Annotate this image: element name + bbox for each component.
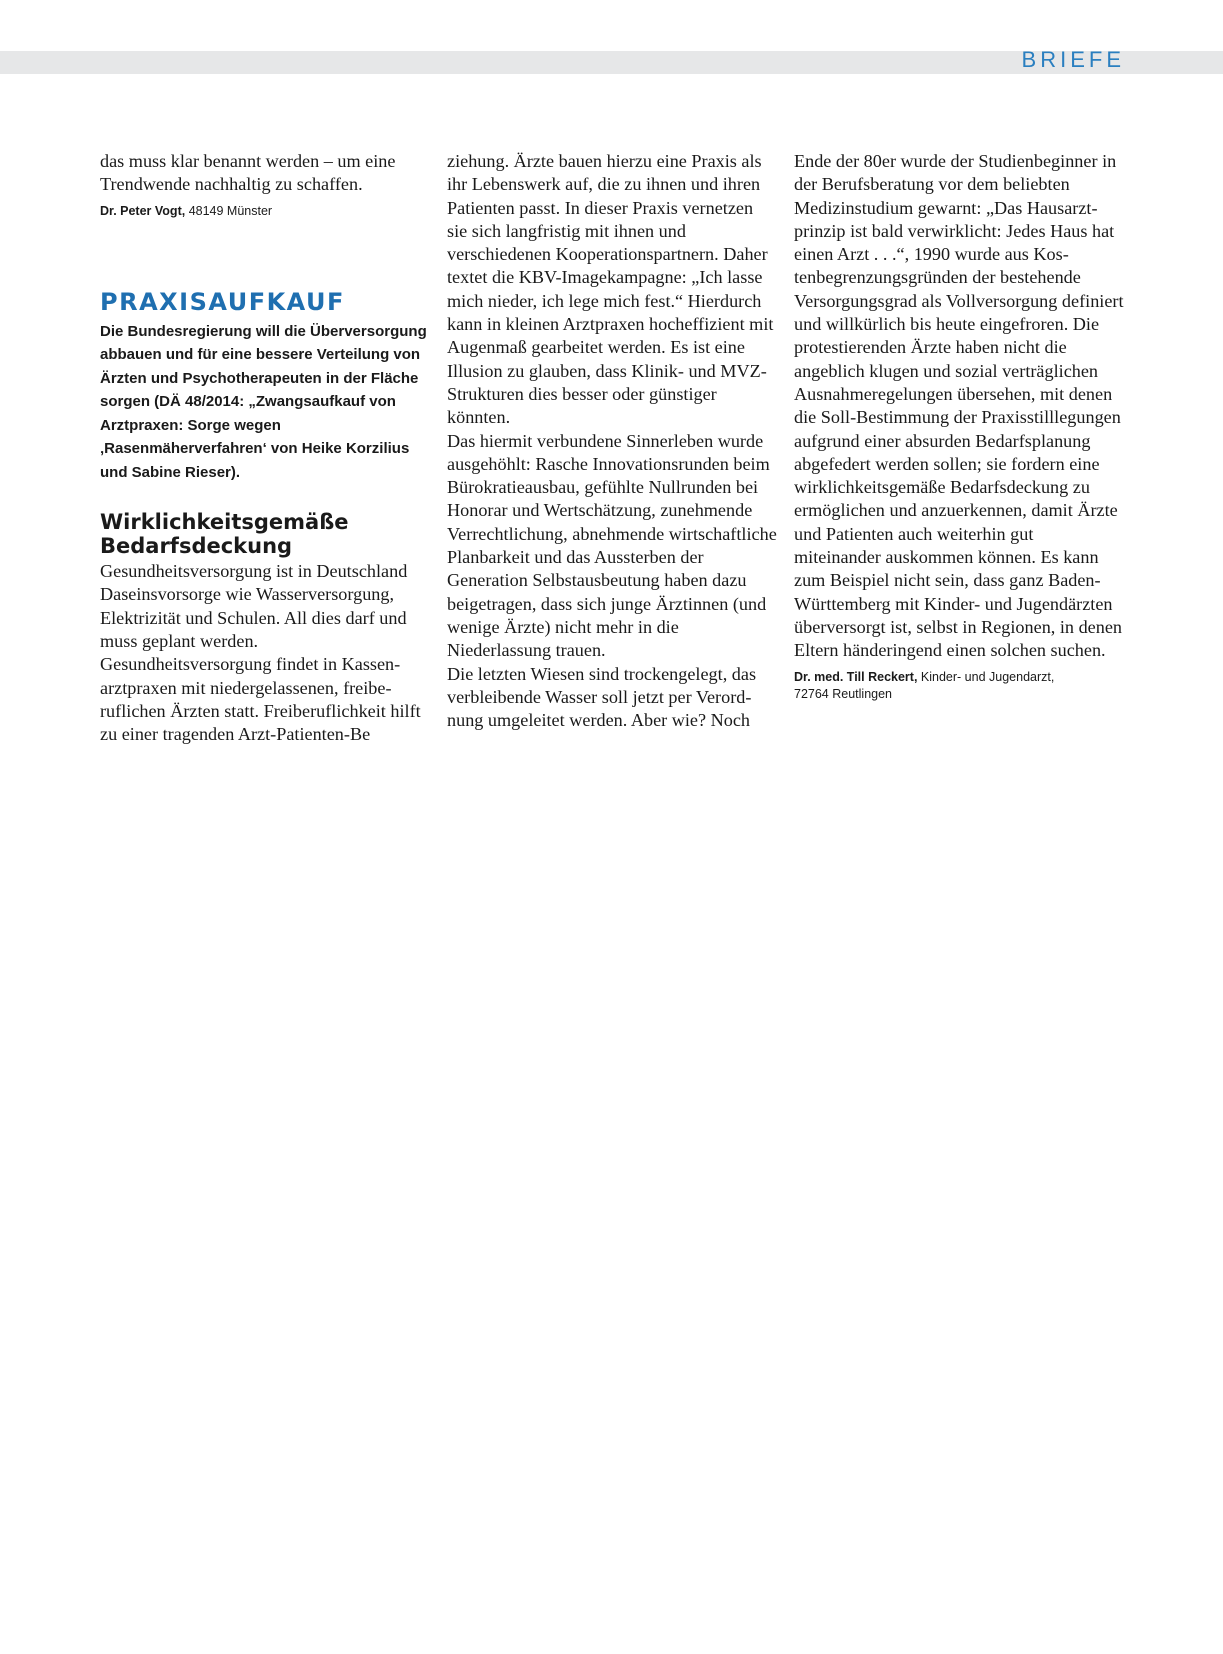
section-label: BRIEFE [1021, 47, 1125, 72]
column-3 [794, 150, 1124, 703]
signature-role: Kinder- und Jugendarzt, [917, 669, 1055, 684]
signature-name: Dr. med. Till Reckert, [794, 669, 918, 684]
signature-place: 48149 Münster [185, 203, 273, 218]
column-1 [100, 150, 430, 746]
letter-headline: Wirklichkeitsgemäße Bedarfsdeckung [100, 510, 349, 559]
body-paragraph: ziehung. Ärzte bauen hierzu eine Praxis als ihr Lebenswerk auf, die zu ihnen und ihren Patienten passt. In dieser Praxis vernetzen sie sich langfristig mit ihnen und verschiedenen Kooperationspartnern. Daher textet die KBV-Imagekampagne: „Ich lasse mich nieder, ich lege mich fest.“ Hierdurch kann in kleinen Arztpraxen hocheffizient mit Augenmaß gearbeitet werden. Es ist eine Illusion zu glauben, dass Klinik- und MVZ-Strukturen dies besser oder günstiger könnten. [447, 151, 774, 428]
body-paragraph: Das hiermit verbundene Sinnerleben wurde ausgehöhlt: Rasche Innovationsrunden beim Bürokratieausbau, gefühlte Nullrunden bei Honorar und Wertschätzung, zunehmende Verrechtlichung, abnehmende wirtschaftliche Planbarkeit und das Aussterben der Generation Selbstausbeutung haben dazu beigetragen, dass sich junge Ärztinnen (und wenige Ärzte) nicht mehr in die Niederlassung trauen. [447, 430, 777, 661]
signature-place: 72764 Reutlingen [794, 686, 892, 701]
letter-signature [100, 203, 430, 220]
body-paragraph: Gesundheitsversorgung ist in Deutschland Daseinsvorsorge wie Wasserversorgung, Elektrizität und Schulen. All dies darf und muss geplant werden. [100, 561, 408, 651]
column-2 [447, 150, 777, 732]
letter-signature [794, 669, 1124, 703]
body-paragraph: Die letzten Wiesen sind trockengelegt, das verbleibende Wasser soll jetzt per Verordnung umgeleitet werden. Aber wie? Noch [447, 663, 757, 731]
body-paragraph: Gesundheitsversorgung findet in Kassenarztpraxen mit niedergelassenen, freiberuflichen Ärzten statt. Freiberuflichkeit hilft zu einer tragenden Arzt-Patienten-Be [100, 654, 421, 745]
topic-kicker: PRAXISAUFKAUF [100, 287, 345, 316]
letter-continuation: das muss klar benannt werden – um eine Trendwende nachhaltig zu schaffen. [100, 151, 396, 195]
signature-name: Dr. Peter Vogt, [100, 203, 186, 218]
body-paragraph: Ende der 80er wurde der Studienbeginner in der Berufsberatung vor dem beliebten Medizinstudium gewarnt: „Das Hausarztprinzip ist bald verwirklicht: Jedes Haus hat einen Arzt . . .“, 1990 wurde aus Kostenbegrenzungsgründen der bestehende Versorgungsgrad als Vollversorgung definiert und willkürlich bis heute eingefroren. Die protestierenden Ärzte haben nicht die angeblich klugen und sozial verträglichen Ausnahmeregelungen übersehen, mit denen die Soll-Bestimmung der Praxisstilllegungen aufgrund einer absurden Bedarfsplanung abgefedert werden sollen; sie fordern eine wirklichkeitsgemäße Bedarfsdeckung zu ermöglichen und anzuerkennen, damit Ärzte und Patienten auch weiterhin gut miteinander auskommen können. Es kann zum Beispiel nicht sein, dass ganz Baden-Württemberg mit Kinder- und Jugendärzten überversorgt ist, selbst in Regionen, in denen Eltern händeringend einen solchen suchen. [794, 151, 1124, 661]
topic-intro: Die Bundesregierung will die Überversorgung abbauen und für eine bessere Verteilung von Ärzten und Psychotherapeuten in der Fläche sorgen (DÄ 48/2014: „Zwangsaufkauf von Arztpraxen: Sorge wegen ‚Rasenmäherverfahren‘ von Heike Korzilius und Sabine Rieser). [100, 322, 427, 481]
